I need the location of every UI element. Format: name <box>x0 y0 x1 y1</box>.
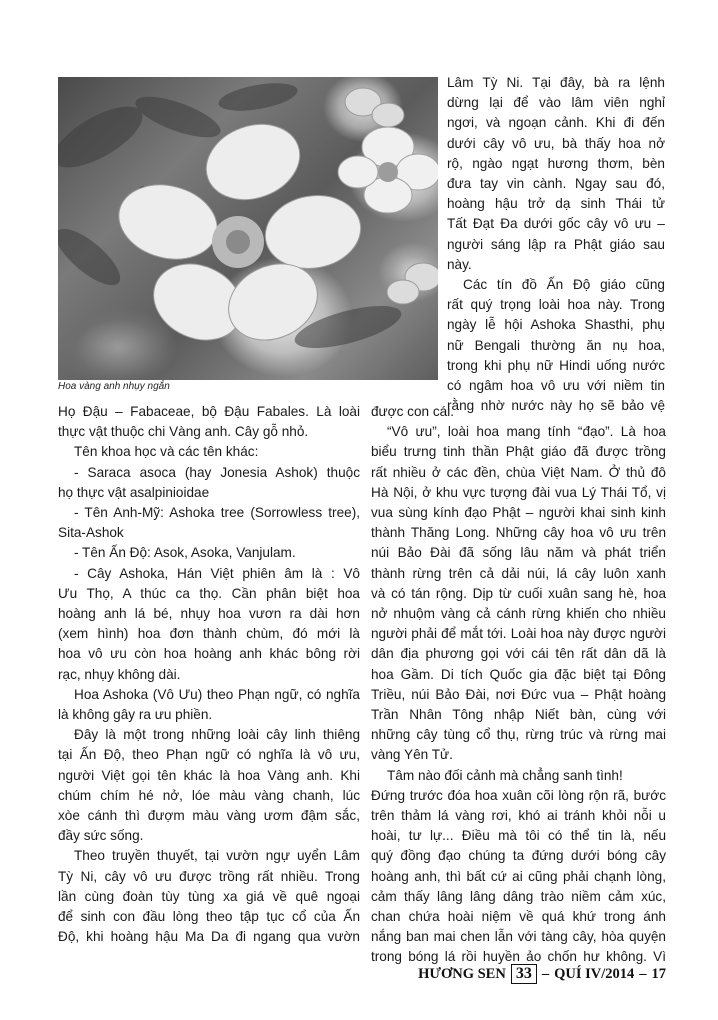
text-line: rất nhiều ở các đền, chùa Việt Nam. Ở thủ đô <box>371 464 666 480</box>
text-line: hoa vô ưu còn hoa hoàng anh khác bông rời <box>58 646 360 662</box>
text-line: - Cây Ashoka, Hán Việt phiên âm là : Vô <box>74 565 360 581</box>
text-line: người Việt gọi tên khác là hoa Vàng anh. Khi <box>58 767 360 783</box>
text-line: thành rừng trên cả dải núi, lá cây luôn xanh <box>371 565 666 581</box>
text-line: hoàng anh lá bé, nhụy hoa vươn ra dài hơn <box>58 606 360 622</box>
text-line: - Saraca asoca (hay Jonesia Ashok) thuộc <box>74 464 360 480</box>
issue-number: 33 <box>511 964 537 984</box>
text-line: rằng nhờ nước này họ sẽ bảo vệ <box>447 398 665 414</box>
text-line: rất quý trọng loài hoa này. Trong <box>447 297 665 313</box>
text-line: biểu trưng tinh thần Phật giáo đã được trồng <box>371 444 666 460</box>
text-line: dân địa phương gọi với cái tên rất dân dã là <box>371 646 666 662</box>
text-line: hoa Gầm. Di tích Quốc gia đặc biệt tại Đông <box>371 666 666 682</box>
text-line: Ưu Thọ, A thúc ca thọ. Cần phân biệt hoa <box>58 585 360 601</box>
text-line: nữ Bengali thường ăn nụ hoa, <box>447 337 665 353</box>
flower-photo-icon <box>58 77 438 380</box>
text-line: hoàng anh, thì bất cứ ai cũng phải chạnh lòng, <box>371 868 666 884</box>
text-line: đưa tay vin cành. Ngay sau đó, <box>447 176 665 192</box>
text-line: họ thực vật asalpinioidae <box>58 484 210 500</box>
text-line: Lâm Tỳ Ni. Tại đây, bà ra lệnh <box>447 75 665 90</box>
text-line: Tỳ Ni, cây vô ưu được trồng rất nhiều. Trong <box>58 868 360 884</box>
text-line: những cây tùng cổ thụ, rừng trúc và rừng mai <box>371 727 666 743</box>
text-line: - Tên Anh-Mỹ: Ashoka tree (Sorrowless tree), <box>74 505 360 521</box>
text-line: tại Ấn Độ, theo Phạn ngữ có nghĩa là vô ưu, <box>58 747 360 763</box>
issue-period: QUÍ IV/2014 <box>554 965 635 982</box>
text-line: - Tên Ấn Độ: Asok, Asoka, Vanjulam. <box>74 545 296 561</box>
text-line: rộ, ngào ngạt hương thơm, bèn <box>447 155 665 171</box>
text-line: trong bóng lá rồi huyền ảo chốn hư không. Vì <box>371 949 666 965</box>
figure-caption: Hoa vàng anh nhụy ngắn <box>58 381 170 392</box>
text-line: Tất Đạt Đa dưới gốc cây vô ưu – <box>447 216 665 232</box>
text-line: được con cái. <box>371 404 454 419</box>
text-line: chan chứa hoài niệm về quá khứ trong ánh <box>371 909 666 925</box>
text-line: người sáng lập ra Phật giáo sau <box>447 236 665 252</box>
text-line: dưới cây vô ưu, bà thấy hoa nở <box>447 135 665 151</box>
text-line: núi Bảo Đài đã sống lâu năm và phát triển <box>371 545 666 561</box>
text-line: người phải để mắt tới. Loài hoa này được người <box>371 626 666 642</box>
text-line: hoài, tư lự... Điều mà tôi có thể tin là, nếu <box>371 828 666 844</box>
text-line: trong khi phụ nữ Hindi uống nước <box>447 357 665 373</box>
text-line: dừng lại để vào lâm viên nghỉ <box>447 95 665 111</box>
left-column-text <box>58 402 360 947</box>
text-line: Hoa Ashoka (Vô Ưu) theo Phạn ngữ, có nghĩa <box>74 686 360 702</box>
text-line: vua sùng kính đạo Phật – người khai sinh kinh <box>371 505 666 521</box>
footer-separator: – <box>541 965 550 982</box>
text-line: cảm thấy lâng lâng dâng trào niềm cảm xúc, <box>371 888 666 904</box>
text-line: quý đồng đạo chúng ta đứng dưới bóng cây <box>371 848 666 864</box>
text-line: có ngâm hoa vô ưu với niềm tin <box>447 378 665 394</box>
text-line: Các tín đồ Ấn Độ giáo cũng <box>463 277 665 293</box>
text-line: để sinh con đầu lòng theo tập tục cổ của Ấn <box>58 909 360 925</box>
text-line: hoàng hậu trở dạ sinh Thái tử <box>447 196 665 212</box>
text-line: Triều, núi Bảo Đài, nơi Đức vua – Phật hoàng <box>371 686 666 702</box>
right-column-top <box>447 73 665 416</box>
text-line: nở nhuộm vàng cả cánh rừng khiến cho nhiều <box>371 606 666 622</box>
text-line: Tâm nào đối cảnh mà chẳng sanh tình! <box>387 767 623 783</box>
text-line: (xem hình) hoa đơn thành chùm, đó mới là <box>58 626 360 642</box>
text-line: rạc, nhụy không dài. <box>58 666 181 682</box>
footer-separator: – <box>639 965 647 982</box>
text-line: thành Thăng Long. Những cây hoa vô ưu trên <box>371 525 666 541</box>
flower-photo <box>58 77 438 380</box>
text-line: nắng ban mai chen lẫn với tàng cây, hòa quyện <box>371 929 666 945</box>
text-line: Hà Nội, ở khu vực tượng đài vua Lý Thái Tổ, vị <box>371 484 666 500</box>
text-line: xòe cánh thì đượm màu vàng ươm đậm sắc, <box>58 808 360 824</box>
text-line: ngày lễ hội Ashoka Shasthi, phụ <box>447 317 665 333</box>
text-line: đầy sức sống. <box>58 828 144 844</box>
text-line: là không gây ra ưu phiền. <box>58 707 213 723</box>
text-line: trên thảm lá vàng rơi, khó ai tránh khỏi nỗi u <box>371 808 666 824</box>
text-line: và có tán rộng. Dịp từ cuối xuân sang hè, hoa <box>371 585 666 601</box>
text-line: Trần Nhân Tông nhập Niết bàn, cùng với <box>371 707 666 723</box>
text-line: Độ, khi hoàng hậu Ma Da đi ngang qua vườn <box>58 929 360 945</box>
text-line: Tên khoa học và các tên khác: <box>74 444 259 460</box>
page-number: 17 <box>651 965 666 982</box>
text-line: “Vô ưu”, loài hoa mang tính “đạo”. Là hoa <box>387 424 666 440</box>
text-line: Đứng trước đóa hoa xuân cõi lòng rộn rã, bước <box>371 787 666 803</box>
text-line: ngơi, và ngoạn cảnh. Khi đi đến <box>447 115 665 131</box>
magazine-name: HƯƠNG SEN <box>418 965 506 982</box>
text-line: Theo truyền thuyết, tại vườn ngự uyển Lâm <box>74 848 360 864</box>
page-footer <box>398 962 666 986</box>
right-column-bottom <box>371 402 666 968</box>
text-line: vàng Yên Tử. <box>371 747 453 763</box>
text-line: lần cùng đoàn tùy tùng xa giá về quê ngoại <box>58 888 360 904</box>
text-line: Đây là một trong những loài cây linh thiêng <box>74 727 360 743</box>
text-line: Sita-Ashok <box>58 525 124 541</box>
text-line: Họ Đậu – Fabaceae, bộ Đậu Fabales. Là loài <box>58 404 360 419</box>
text-line: chúm chím hé nở, lóe màu vàng chanh, lúc <box>58 787 360 803</box>
text-line: này. <box>447 256 472 272</box>
text-line: thực vật thuộc chi Vàng anh. Cây gỗ nhỏ. <box>58 424 309 440</box>
